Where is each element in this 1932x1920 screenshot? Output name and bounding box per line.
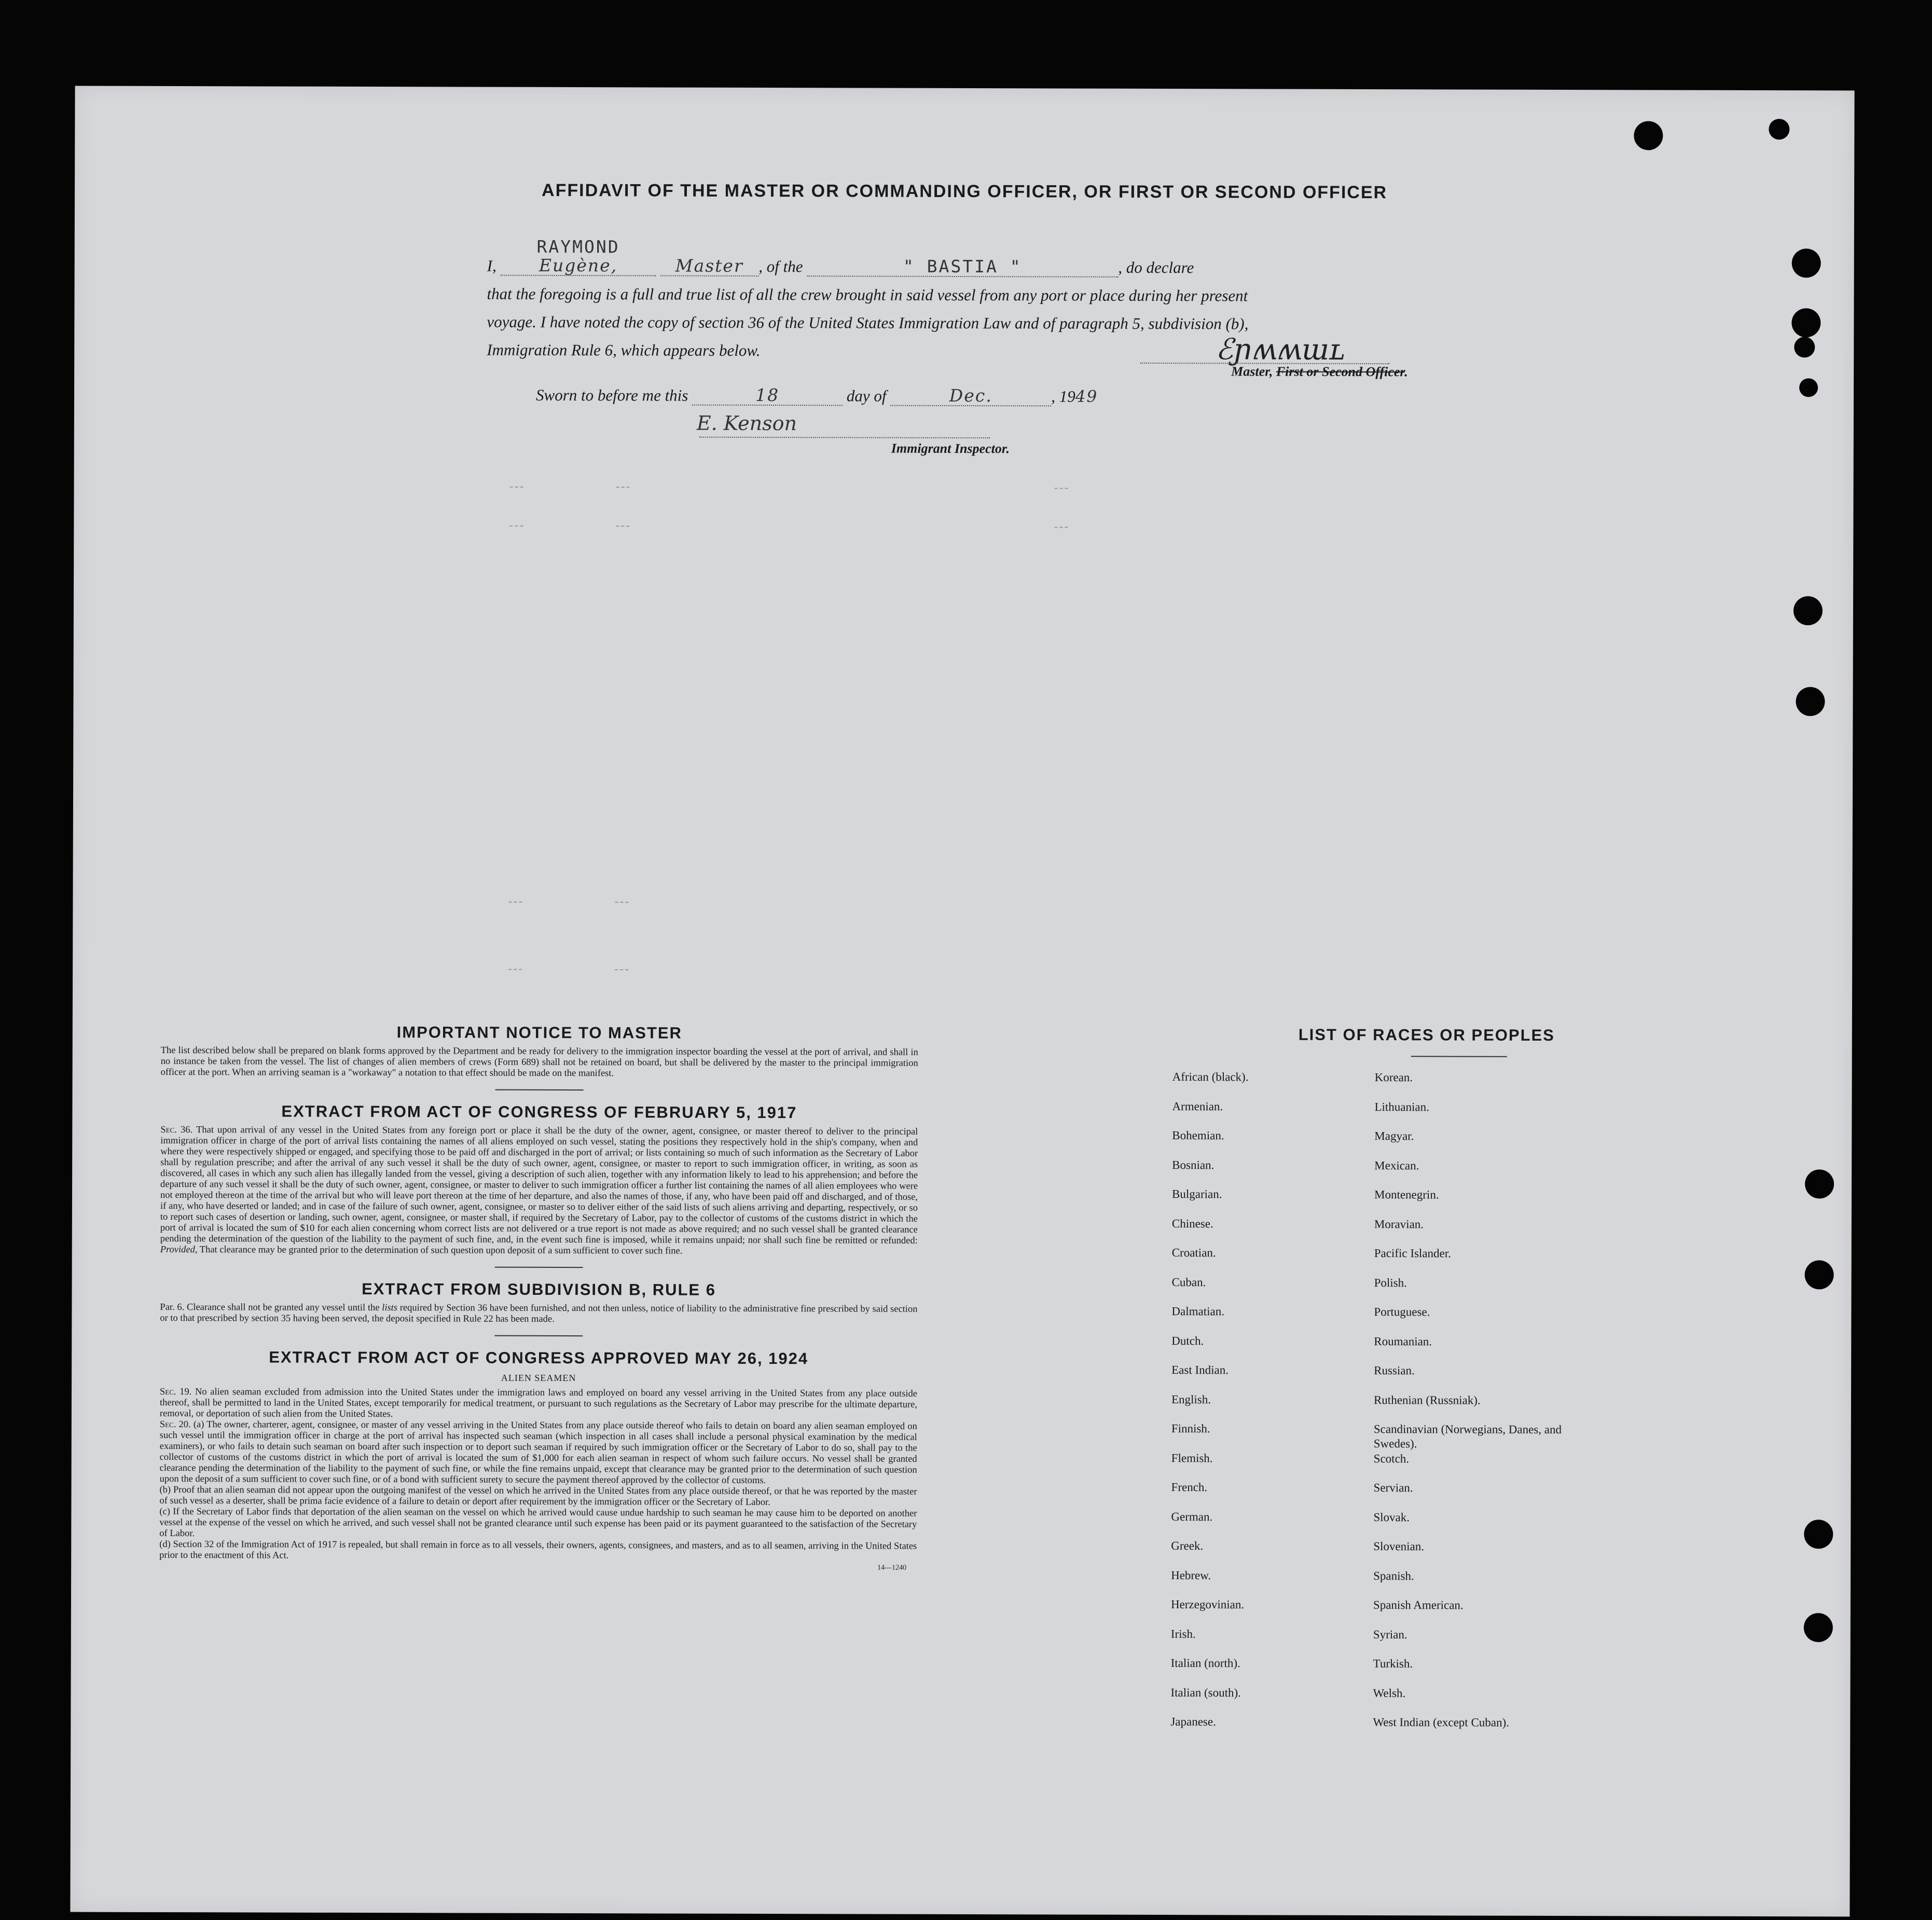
divider: [495, 1267, 583, 1268]
punch-hole: [1769, 119, 1789, 140]
affidavit-text: I, RAYMOND Eugène, Master , of the " BASTIA " , do declare that the foregoing is a full and true list of all the crew brought in said vessel from any port or place during her present voyage. I have noted the copy of section 36 of the United States Immigration Law and of paragraph 5, subdivision (b), Immigration Rule 6, which appears below.: [487, 236, 1249, 360]
race-item: West Indian (except Cuban).: [1373, 1716, 1509, 1729]
faint-tick: [1054, 527, 1068, 528]
faint-tick: [615, 969, 628, 970]
race-item: German.: [1171, 1510, 1213, 1523]
punch-hole: [1805, 1169, 1834, 1198]
races-column-1: [1170, 1070, 1390, 1745]
inspector-signature-line: [699, 437, 990, 438]
faint-tick: [1055, 488, 1068, 489]
faint-tick: [615, 902, 628, 903]
extract-rule6-title: EXTRACT FROM SUBDIVISION B, RULE 6: [362, 1279, 716, 1299]
sworn-day-field: 18: [692, 386, 843, 406]
race-item: Montenegrin.: [1374, 1188, 1439, 1201]
affidavit-title: AFFIDAVIT OF THE MASTER OR COMMANDING OFFICER, OR FIRST OR SECOND OFFICER: [542, 180, 1388, 203]
race-item: African (black).: [1172, 1070, 1249, 1084]
divider: [495, 1089, 584, 1090]
race-item: Cuban.: [1171, 1275, 1206, 1289]
race-item: Bohemian.: [1172, 1129, 1224, 1142]
race-item: English.: [1171, 1392, 1211, 1406]
punch-hole: [1804, 1520, 1833, 1549]
races-column-2: [1373, 1070, 1592, 1745]
master-name-field: RAYMOND Eugène,: [500, 238, 656, 277]
alien-seamen-subtitle: ALIEN SEAMEN: [501, 1372, 576, 1384]
sworn-line: Sworn to before me this 18 day of Dec. , 1949: [536, 384, 1098, 406]
notice-body: The list described below shall be prepared on blank forms approved by the Department and be ready for delivery to the immigration inspector boarding the vessel at the port of arrival, and shall in no instance be taken from the vessel. The list of changes of alien members of crews (Form 689) shall not be retained on board, but shall be delivered by the master to the principal immigration officer at the port. When an arriving seaman is a "workaway" a notation to that effect should be made on the manifest.: [160, 1045, 918, 1079]
race-item: Slovenian.: [1373, 1540, 1425, 1553]
extract-1917-title: EXTRACT FROM ACT OF CONGRESS OF FEBRUARY 5, 1917: [281, 1102, 797, 1122]
race-item: Moravian.: [1374, 1217, 1424, 1231]
officer-caption: Master, First or Second Officer.: [1231, 364, 1408, 380]
extract-1924-title: EXTRACT FROM ACT OF CONGRESS APPROVED MAY 26, 1924: [269, 1348, 809, 1368]
race-item: Italian (north).: [1170, 1656, 1240, 1670]
race-item: Roumanian.: [1374, 1334, 1432, 1348]
races-title: LIST OF RACES OR PEOPLES: [1298, 1025, 1555, 1044]
race-item: Turkish.: [1373, 1657, 1413, 1670]
faint-tick: [508, 902, 522, 903]
faint-tick: [508, 969, 522, 970]
race-item: Spanish American.: [1373, 1598, 1464, 1612]
race-item: Scandinavian (Norwegians, Danes, and Swedes).: [1373, 1422, 1562, 1451]
divider: [494, 1335, 583, 1336]
race-item: Italian (south).: [1170, 1686, 1241, 1699]
vessel-name-field: " BASTIA ": [807, 257, 1118, 278]
sec20c-body: (c) If the Secretary of Labor finds that deportation of the alien seaman on the vessel on which he arrived would cause undue hardship to such seaman he may cause him to be deported on another vessel at the expense of the vessel on which he arrived, and such vessel shall not be granted clearance until such expense has been paid or its payment guaranteed to the satisfaction of the Secretary of Labor.: [159, 1506, 917, 1539]
sec20a-body: Sec. 20. (a) The owner, charterer, agent, consignee, or master of any vessel arriving in the United States from any place outside thereof who fails to detain on board any alien seaman employed on such vessel until the immigration officer in charge at the port of arrival has inspected such seaman (which inspection in all cases shall include a personal physical examination by the medical examiners), or who fails to detain such seaman on board after such inspection or to deport such seaman if required by such immigration officer or the Secretary of Labor to do so, shall pay to the collector of customs of the customs district in which the port of arrival is located the sum of $1,000 for each alien seaman in respect of whom such failure occurs. No vessel shall be granted clearance pending the determination of the liability to the payment of such fine, or while the fine remains unpaid, except that clearance may be granted prior to the determination of such question upon the deposit of a sum sufficient to cover such fine, or of a bond with sufficient surety to secure the payment thereof approved by the collector of customs.: [159, 1419, 917, 1486]
race-item: Irish.: [1170, 1627, 1196, 1640]
punch-hole: [1793, 596, 1823, 625]
faint-tick: [510, 487, 523, 488]
race-item: Slovak.: [1373, 1510, 1410, 1524]
punch-hole: [1791, 308, 1820, 337]
race-item: Armenian.: [1172, 1099, 1223, 1113]
race-item: Chinese.: [1171, 1217, 1213, 1230]
race-item: Flemish.: [1171, 1451, 1213, 1465]
race-item: Scotch.: [1373, 1452, 1410, 1465]
race-item: Spanish.: [1373, 1569, 1414, 1582]
race-item: Dutch.: [1171, 1334, 1204, 1347]
punch-hole: [1634, 121, 1663, 150]
race-item: Dalmatian.: [1171, 1305, 1225, 1318]
race-item: Ruthenian (Russniak).: [1373, 1393, 1481, 1407]
sworn-month-field: Dec.: [890, 386, 1051, 407]
race-item: Pacific Islander.: [1374, 1247, 1451, 1260]
punch-hole: [1796, 687, 1825, 716]
race-item: Hebrew.: [1171, 1568, 1211, 1582]
extract-rule6-body: Par. 6. Clearance shall not be granted any vessel until the lists required by Section 36 have been furnished, and not then unless, notice of liability to the administrative fine prescribed by said section or to that prescribed by section 35 having been served, the deposit specified in Rule 22 has been made.: [160, 1302, 918, 1324]
sec20d-body: (d) Section 32 of the Immigration Act of 1917 is repealed, but shall remain in force as to all vessels, their owners, agents, consignees, and masters, and as to all seamen, arriving in the United States prior to the enactment of this Act. 14—1240: [159, 1539, 917, 1563]
races-list: [1170, 1025, 1639, 1729]
race-item: Lithuanian.: [1374, 1100, 1429, 1113]
sec20b-body: (b) Proof that an alien seaman did not appear upon the outgoing manifest of the vessel on which he arrived in the United States from any place outside thereof, or that he was reported by the master of such vessel as a deserter, shall be prima facie evidence of a failure to detain or deport after requirement by the immigration officer or the Secretary of Labor.: [159, 1484, 917, 1508]
race-item: Magyar.: [1374, 1129, 1414, 1143]
race-item: Syrian.: [1373, 1627, 1407, 1641]
punch-hole: [1805, 1260, 1834, 1289]
punch-hole: [1799, 378, 1818, 397]
inspector-caption: Immigrant Inspector.: [891, 440, 1010, 457]
race-item: Russian.: [1374, 1364, 1415, 1377]
notice-title: IMPORTANT NOTICE TO MASTER: [396, 1023, 683, 1042]
race-item: Portuguese.: [1374, 1305, 1430, 1319]
race-item: Polish.: [1374, 1276, 1407, 1289]
punch-hole: [1804, 1613, 1833, 1642]
race-item: Japanese.: [1170, 1715, 1216, 1729]
race-item: Herzegovinian.: [1170, 1598, 1245, 1611]
race-item: Servian.: [1373, 1481, 1413, 1495]
faint-tick: [509, 526, 523, 527]
race-item: Korean.: [1374, 1071, 1413, 1084]
race-columns: [1170, 1070, 1639, 1729]
sec19-body: Sec. 19. No alien seaman excluded from admission into the United States under the immigration laws and employed on board any vessel arriving in the United States from any place outside thereof, shall be permitted to land in the United States, except temporarily for medical treatment, or pursuant to such regulations as the Secretary of Labor may prescribe for the ultimate departure, removal, or deportation of such alien from the United States.: [159, 1386, 918, 1420]
race-item: East Indian.: [1171, 1363, 1229, 1377]
race-item: Bosnian.: [1172, 1158, 1215, 1171]
faint-tick: [616, 526, 629, 527]
document-page: [70, 86, 1854, 1917]
legal-notices: [159, 1023, 918, 1572]
sworn-year: 49: [1075, 387, 1098, 406]
punch-hole: [1792, 248, 1821, 278]
race-item: Greek.: [1171, 1539, 1204, 1553]
inspector-signature: E. Kenson: [696, 411, 797, 435]
rank-field: Master: [660, 256, 758, 276]
race-item: Croatian.: [1171, 1246, 1216, 1260]
faint-tick: [616, 487, 630, 488]
divider: [1411, 1056, 1507, 1057]
race-item: Welsh.: [1373, 1686, 1406, 1700]
master-signature: ℰɲʍʍɯʟ: [1216, 333, 1345, 367]
race-item: Finnish.: [1171, 1422, 1210, 1435]
form-code: 14—1240: [877, 1564, 907, 1572]
race-item: Bulgarian.: [1171, 1187, 1222, 1201]
punch-hole: [1794, 337, 1815, 357]
race-item: Mexican.: [1374, 1158, 1419, 1172]
race-item: French.: [1171, 1481, 1208, 1494]
extract-1917-body: Sec. 36. That upon arrival of any vessel in the United States from any foreign port or place it shall be the duty of the owner, agent, consignee, or master thereof to deliver to the principal immigration officer in charge of the port of arrival lists containing the names of all aliens employed on such vessel, stating the positions they respectively hold in the ship's company, when and where they were respectively shipped or engaged, and specifying those to be paid off and discharged in the port of arrival; or lists containing so much of such information as the Secretary of Labor shall by regulation prescribe; and after the arrival of any such vessel it shall be the duty of such owner, agent, consignee, or master to report to such immigration officer, in writing, as soon as discovered, all cases in which any such alien has illegally landed from the vessel, giving a description of such alien, together with any information likely to lead to his apprehension; and before the departure of any such vessel it shall be the duty of such owner, agent, consignee, or master to deliver to such immigration officer a further list containing the names of all alien employees who were not employed thereon at the time of the arrival but who will leave port thereon at the time of her departure, and also the names of those, if any, who have been paid off and discharged, and of those, if any, who have deserted or landed; and in case of the failure of such owner, agent, consignee, or master so to deliver either of the said lists of such aliens arriving and departing, respectively, or so to report such cases of desertion or landing, such owner, agent, consignee, or master shall, if required by the Secretary of Labor, pay to the collector of customs of the customs district in which the port of arrival is located the sum of $10 for each alien concerning whom correct lists are not delivered or a true report is not made as above required; and no such vessel shall be granted clearance pending the determination of the question of the liability to the payment of such fine, and, in the event such fine is imposed, while it remains unpaid; nor shall such fine be remitted or refunded: Provided, That clearance may be granted prior to the determination of such question upon deposit of a sum sufficient to cover such fine.: [160, 1124, 918, 1256]
